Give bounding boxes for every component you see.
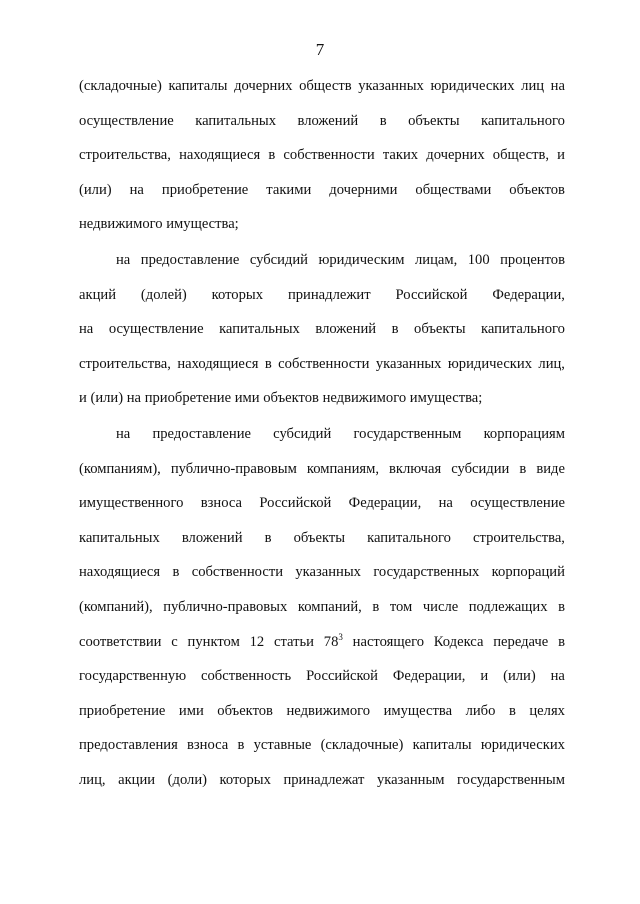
word: приобретение <box>161 181 249 198</box>
word: том <box>389 598 413 615</box>
word: находящиеся <box>79 564 161 581</box>
word: дочерних <box>234 78 293 94</box>
word: лицам, <box>414 251 458 268</box>
word: Российской <box>395 286 468 303</box>
word: собственности <box>191 564 284 581</box>
word: дочерних <box>426 147 485 164</box>
word: корпорациям <box>483 425 565 442</box>
text-line <box>79 278 565 313</box>
word: указанных <box>375 355 442 372</box>
word: уставные <box>253 737 312 754</box>
word: в <box>558 598 565 615</box>
word: целях <box>529 702 565 719</box>
word: $78^3$ <box>323 631 343 650</box>
word: объектов <box>509 181 565 198</box>
text-line <box>79 312 565 347</box>
word: государственных <box>373 564 480 581</box>
word: указанных <box>295 564 361 581</box>
word: недвижимого <box>322 390 407 407</box>
word: Федерации, <box>392 668 466 685</box>
word: лиц <box>521 78 545 94</box>
word: государственную <box>79 668 187 685</box>
word: вложений <box>315 321 377 338</box>
word: (складочные) <box>320 737 404 754</box>
word: в <box>391 321 399 338</box>
word: (или) <box>79 181 112 198</box>
document-body <box>79 69 565 797</box>
word: вложений <box>297 112 359 129</box>
word: публично-правовым <box>170 460 297 477</box>
word: в <box>172 564 180 581</box>
word: акций <box>79 286 116 303</box>
text-line <box>79 521 565 556</box>
word: виде <box>536 460 565 477</box>
word: находящиеся <box>179 147 261 164</box>
word: ими <box>234 390 260 407</box>
text-line <box>79 173 565 208</box>
word: объекты <box>414 321 466 338</box>
word: объектов <box>263 390 319 407</box>
word: на <box>126 390 142 407</box>
word: компаний, <box>297 598 362 615</box>
word: субсидии <box>451 460 510 477</box>
word: юридических <box>430 78 515 94</box>
word: указанных <box>358 78 424 94</box>
word: в <box>379 112 387 129</box>
word: недвижимого <box>286 702 371 719</box>
word: либо <box>465 702 496 719</box>
word: в <box>237 737 245 754</box>
word: дочерними <box>329 181 398 198</box>
word: в <box>519 460 527 477</box>
word: такими <box>266 181 312 198</box>
word: объекты <box>408 112 460 129</box>
word: и <box>480 668 489 685</box>
word: объекты <box>293 529 346 546</box>
word: процентов <box>500 251 565 268</box>
word: осуществление <box>79 112 174 129</box>
word: 100 <box>467 251 490 268</box>
text-line <box>79 763 565 798</box>
text-line <box>79 659 565 694</box>
word: таких <box>382 147 419 164</box>
word: приобретение <box>79 702 166 719</box>
word: Федерации, <box>348 495 422 512</box>
word: числе <box>422 598 459 615</box>
word: в <box>508 702 516 719</box>
word: предоставление <box>140 251 240 268</box>
word: Федерации, <box>492 286 565 303</box>
text-line <box>79 69 565 104</box>
word: строительства, <box>473 529 565 546</box>
word: имущества <box>383 702 453 719</box>
word: обществами <box>415 181 492 198</box>
word: публично-правовых <box>163 598 288 615</box>
word: которых <box>211 286 264 303</box>
text-line <box>79 486 565 521</box>
word: капитального <box>481 321 565 338</box>
word: в <box>558 633 565 650</box>
word: передаче <box>493 633 549 650</box>
word: взноса <box>200 495 243 512</box>
word: пунктом <box>187 633 240 650</box>
text-line <box>79 590 565 625</box>
word: ими <box>178 702 204 719</box>
word: корпораций <box>491 564 565 581</box>
text-line <box>79 728 565 763</box>
word: 12 <box>249 633 265 650</box>
word: в <box>268 147 276 164</box>
word: в <box>372 598 380 615</box>
word: капитального <box>367 529 451 546</box>
word: включая <box>389 460 442 477</box>
word: осуществление <box>470 495 565 512</box>
word: статьи <box>274 633 314 650</box>
word: приобретение <box>144 390 232 407</box>
word: (доли) <box>167 771 207 788</box>
word: на <box>129 181 144 198</box>
word: капиталы <box>168 78 228 94</box>
text-line <box>79 243 565 278</box>
word: Российской <box>259 495 332 512</box>
text-line <box>79 694 565 729</box>
word: в <box>264 355 272 372</box>
text-line <box>79 347 565 382</box>
word: вложений <box>181 529 243 546</box>
word: капитальных <box>195 112 277 129</box>
paragraph <box>79 69 565 242</box>
text-line <box>79 104 565 139</box>
word: объектов <box>217 702 273 719</box>
word: недвижимого <box>79 216 163 233</box>
word: (или) <box>90 390 124 407</box>
text-line <box>79 625 565 660</box>
word: капитального <box>481 112 565 129</box>
word: указанным <box>376 771 445 788</box>
word: (складочные) <box>79 78 162 94</box>
word: которых <box>219 771 271 788</box>
word: (или) <box>503 668 536 685</box>
word: на <box>116 425 131 442</box>
word: строительства, <box>79 147 171 164</box>
word: имущества; <box>409 390 483 407</box>
word: государственным <box>457 771 565 788</box>
word: капиталы <box>412 737 472 754</box>
word: принадлежат <box>283 771 365 788</box>
text-line <box>79 452 565 487</box>
page-number: 7 <box>315 40 325 59</box>
word: (компаний), <box>79 598 153 615</box>
word: имущественного <box>79 495 184 512</box>
word: в <box>264 529 272 546</box>
superscript: 3 <box>338 631 343 642</box>
word: на <box>116 251 131 268</box>
word: на <box>79 321 94 338</box>
word: обществ, <box>492 147 549 164</box>
word: настоящего <box>352 633 424 650</box>
word: юридических <box>447 355 532 372</box>
text-line <box>79 417 565 452</box>
word: взноса <box>186 737 229 754</box>
word: юридическим <box>318 251 405 268</box>
word: государственным <box>353 425 462 442</box>
word: и <box>557 147 565 164</box>
word: обществ <box>299 78 352 94</box>
word: капитальных <box>219 321 300 338</box>
text-line <box>79 555 565 590</box>
word: (компаниям), <box>79 460 161 477</box>
word: соответствии <box>79 633 162 650</box>
word: лиц, <box>538 355 565 372</box>
word: собственности <box>278 355 370 372</box>
word: собственности <box>283 147 375 164</box>
word: субсидий <box>273 425 332 442</box>
word: Российской <box>306 668 378 685</box>
word: Кодекса <box>433 633 484 650</box>
word: строительства, <box>79 355 171 372</box>
word: и <box>79 390 87 407</box>
word: находящиеся <box>177 355 259 372</box>
word: акции <box>118 771 156 788</box>
word: капитальных <box>79 529 160 546</box>
word: принадлежит <box>287 286 371 303</box>
word: компаниям, <box>306 460 379 477</box>
word: подлежащих <box>468 598 548 615</box>
word: собственность <box>201 668 292 685</box>
word: субсидий <box>249 251 308 268</box>
word: предоставления <box>79 737 178 754</box>
word: лиц, <box>79 771 106 788</box>
word: имущества; <box>166 216 239 233</box>
word: с <box>171 633 178 650</box>
word: на <box>550 78 565 94</box>
paragraph <box>79 417 565 798</box>
text-line <box>79 381 565 416</box>
paragraph <box>79 243 565 416</box>
text-line <box>79 138 565 173</box>
word: юридических <box>480 737 565 754</box>
word: на <box>438 495 453 512</box>
text-line <box>79 207 565 242</box>
word: на <box>550 668 565 685</box>
word: осуществление <box>108 321 204 338</box>
word: (долей) <box>140 286 187 303</box>
word: предоставление <box>152 425 251 442</box>
